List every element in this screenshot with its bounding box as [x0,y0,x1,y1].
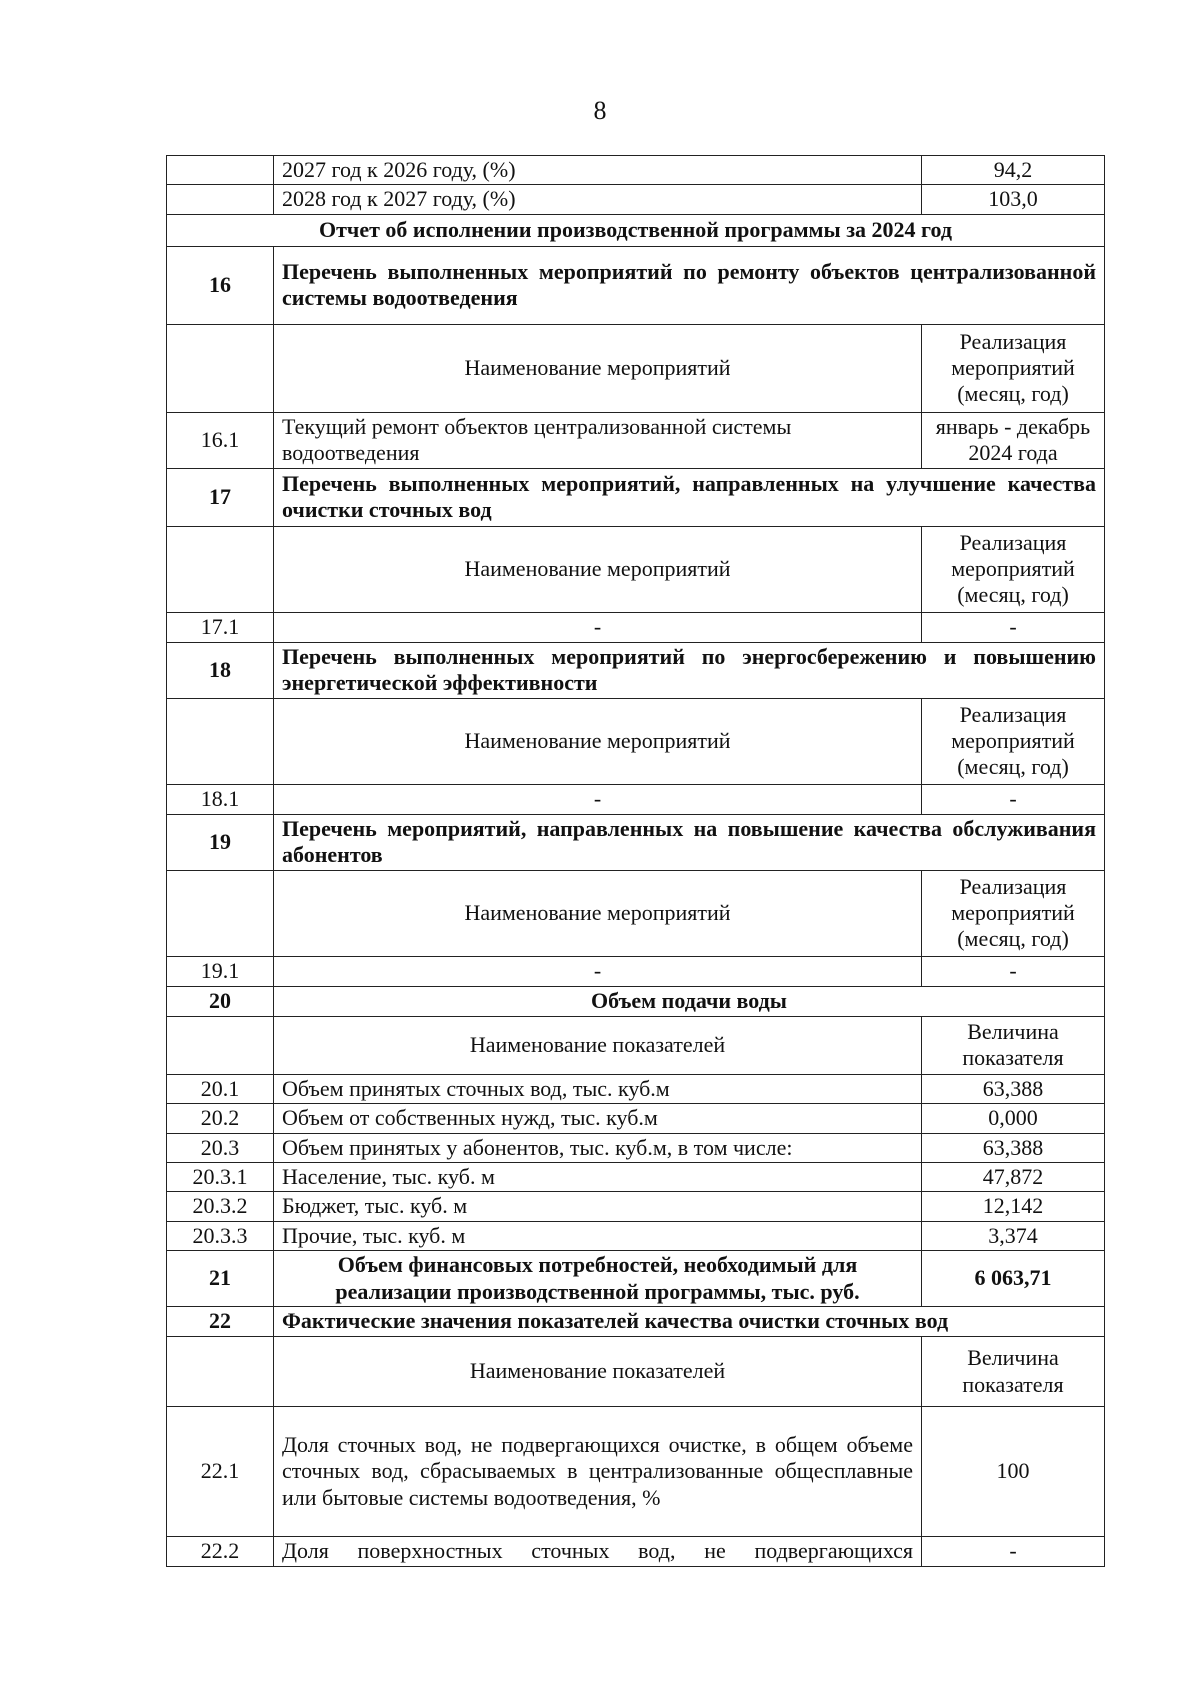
column-header-value: Реализация мероприятий (месяц, год) [922,526,1105,612]
row-value: 63,388 [922,1133,1105,1162]
row-value: 47,872 [922,1162,1105,1191]
row-label: Текущий ремонт объектов централизованной системы водоотведения [274,412,922,468]
section-number: 21 [167,1251,274,1307]
section-row [167,642,1105,698]
section-title: Перечень выполненных мероприятий по энергосбережению и повышению энергетической эффективности [274,642,1105,698]
column-header-value: Реализация мероприятий (месяц, год) [922,870,1105,956]
row-label: Объем от собственных нужд, тыс. куб.м [274,1104,922,1133]
section-title: Фактические значения показателей качества очистки сточных вод [274,1307,1105,1337]
section-number: 19 [167,814,274,870]
section-title: Перечень выполненных мероприятий по ремонту объектов централизованной системы водоотведения [274,246,1105,324]
number-cell [167,698,274,784]
section-number: 16 [167,246,274,324]
row-value: 12,142 [922,1192,1105,1221]
section-row [167,1251,1105,1307]
section-title: Перечень мероприятий, направленных на повышение качества обслуживания абонентов [274,814,1105,870]
row-label: - [274,784,922,814]
row-value: - [922,956,1105,986]
table-row [167,1162,1105,1191]
row-number: 22.2 [167,1537,274,1566]
column-header-value: Реализация мероприятий (месяц, год) [922,324,1105,412]
row-label: - [274,612,922,642]
row-label: Доля сточных вод, не подвергающихся очистке, в общем объеме сточных вод, сбрасываемых в централизованные общесплавные или бытовые системы водоотведения, % [274,1407,922,1537]
section-title: Перечень выполненных мероприятий, направленных на улучшение качества очистки сточных вод [274,468,1105,526]
row-number: 20.2 [167,1104,274,1133]
row-number: 16.1 [167,412,274,468]
number-cell [167,324,274,412]
table-row [167,1407,1105,1537]
section-value: 6 063,71 [922,1251,1105,1307]
number-cell [167,156,274,185]
table-row [167,612,1105,642]
row-value: 100 [922,1407,1105,1537]
section-number: 22 [167,1307,274,1337]
row-label: 2028 год к 2027 году, (%) [274,185,922,214]
row-number: 18.1 [167,784,274,814]
column-header-name: Наименование мероприятий [274,870,922,956]
row-number: 20.3.3 [167,1221,274,1250]
row-number: 20.3.2 [167,1192,274,1221]
page-number: 8 [593,96,607,125]
row-number: 17.1 [167,612,274,642]
report-title: Отчет об исполнении производственной программы за 2024 год [167,214,1105,246]
column-header-row [167,324,1105,412]
column-header-name: Наименование показателей [274,1337,922,1407]
row-label: Население, тыс. куб. м [274,1162,922,1191]
table-row [167,1133,1105,1162]
row-number: 19.1 [167,956,274,986]
section-title: Объем финансовых потребностей, необходимый для реализации производственной программы, тыс. руб. [274,1251,922,1307]
row-label: Бюджет, тыс. куб. м [274,1192,922,1221]
column-header-name: Наименование мероприятий [274,324,922,412]
table-row [167,185,1105,214]
table-row [167,1537,1105,1566]
column-header-row [167,1016,1105,1074]
row-value: 0,000 [922,1104,1105,1133]
number-cell [167,870,274,956]
section-row [167,1307,1105,1337]
row-number: 22.1 [167,1407,274,1537]
row-label: Объем принятых сточных вод, тыс. куб.м [274,1074,922,1103]
row-label: 2027 год к 2026 году, (%) [274,156,922,185]
row-label: Объем принятых у абонентов, тыс. куб.м, в том числе: [274,1133,922,1162]
row-number: 20.3 [167,1133,274,1162]
table-row [167,784,1105,814]
column-header-value: Величина показателя [922,1016,1105,1074]
table-row [167,156,1105,185]
column-header-name: Наименование мероприятий [274,526,922,612]
number-cell [167,185,274,214]
section-row [167,246,1105,324]
number-cell [167,1337,274,1407]
row-label: - [274,956,922,986]
section-number: 20 [167,986,274,1016]
section-number: 18 [167,642,274,698]
table-row [167,1104,1105,1133]
row-value: - [922,612,1105,642]
table-row [167,1192,1105,1221]
row-number: 20.3.1 [167,1162,274,1191]
column-header-value: Реализация мероприятий (месяц, год) [922,698,1105,784]
column-header-row [167,526,1105,612]
row-value: 63,388 [922,1074,1105,1103]
column-header-value: Величина показателя [922,1337,1105,1407]
row-value: 94,2 [922,156,1105,185]
row-label: Прочие, тыс. куб. м [274,1221,922,1250]
section-header-row [167,214,1105,246]
row-label: Доля поверхностных сточных вод, не подвергающихся [274,1537,922,1566]
table-row [167,956,1105,986]
table-row [167,412,1105,468]
section-row [167,814,1105,870]
row-value: - [922,1537,1105,1566]
section-title: Объем подачи воды [274,986,1105,1016]
column-header-row [167,698,1105,784]
column-header-row [167,870,1105,956]
section-row [167,986,1105,1016]
row-value: - [922,784,1105,814]
column-header-name: Наименование показателей [274,1016,922,1074]
column-header-row [167,1337,1105,1407]
section-row [167,468,1105,526]
column-header-name: Наименование мероприятий [274,698,922,784]
table-row [167,1221,1105,1250]
row-value: 3,374 [922,1221,1105,1250]
production-program-table [166,155,1105,1567]
row-number: 20.1 [167,1074,274,1103]
number-cell [167,526,274,612]
number-cell [167,1016,274,1074]
row-value: январь - декабрь 2024 года [922,412,1105,468]
table-row [167,1074,1105,1103]
row-value: 103,0 [922,185,1105,214]
section-number: 17 [167,468,274,526]
